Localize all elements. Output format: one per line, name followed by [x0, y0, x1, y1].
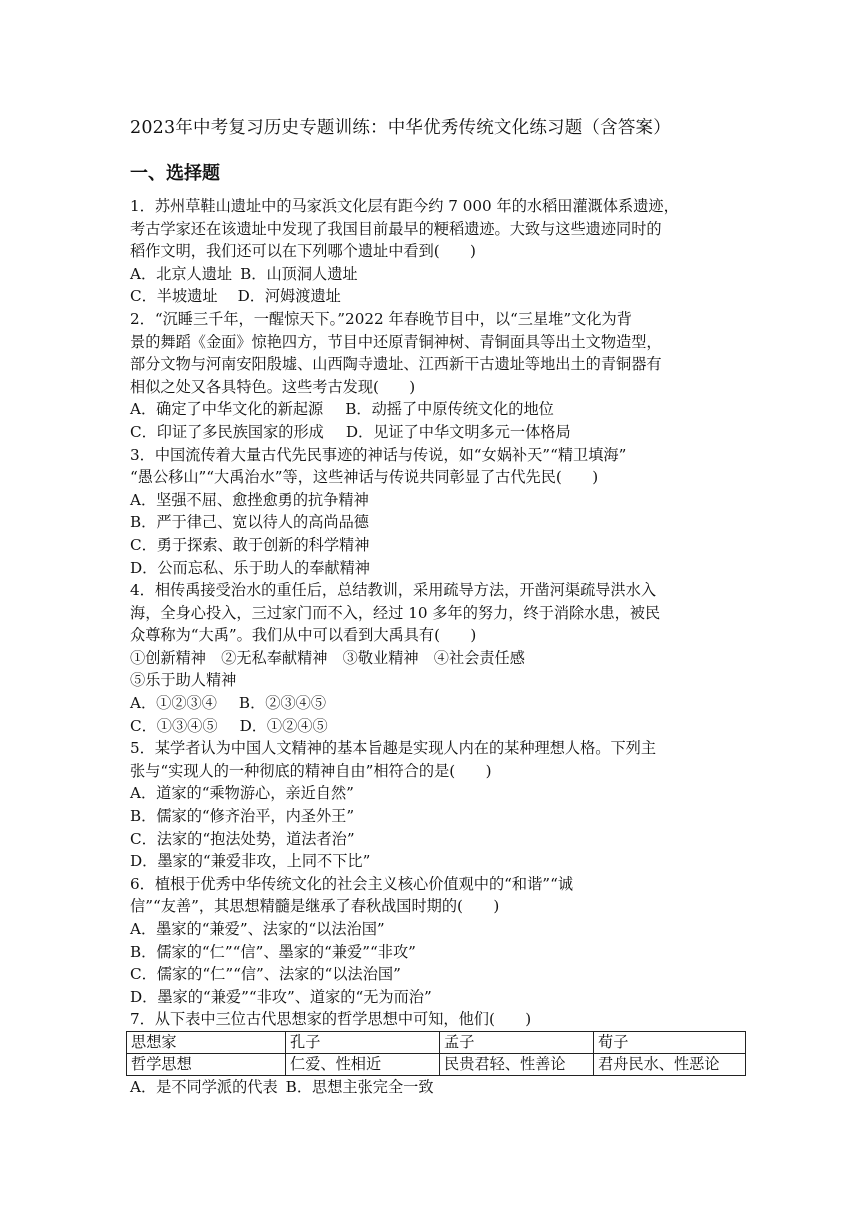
- option-d: D．墨家的“兼爱”“非攻”、道家的“无为而治”: [130, 987, 432, 1006]
- question-4-options-cd: [130, 715, 740, 738]
- option-c: C．儒家的“仁”“信”、法家的“以法治国”: [130, 965, 401, 984]
- question-2-line: 景的舞蹈《金面》惊艳四方，节目中还原青铜神树、青铜面具等出土文物造型，: [130, 332, 662, 351]
- questions: [130, 195, 740, 1099]
- option-a: A．北京人遗址: [130, 264, 233, 283]
- option-a: A．确定了中华文化的新起源: [130, 400, 324, 419]
- question-5-line: 5．某学者认为中国人文精神的基本旨趣是实现人内在的某种理想人格。下列主: [130, 739, 657, 758]
- option-a: A．道家的“乘物游心，亲近自然”: [130, 784, 354, 803]
- table-row: [127, 1031, 746, 1053]
- option-d: D．墨家的“兼爱非攻，上同不下比”: [130, 852, 371, 871]
- question-4-options-ab: [130, 692, 740, 715]
- question-2-line: 部分文物与河南安阳殷墟、山西陶寺遗址、江西新干古遗址等地出土的青铜器有: [130, 355, 662, 374]
- table-cell: 民贵君轻、性善论: [440, 1053, 594, 1075]
- question-7-stem: 7．从下表中三位古代思想家的哲学思想中可知，他们( ): [130, 1010, 532, 1029]
- option-a: A．①②③④: [130, 694, 217, 713]
- option-c: C．法家的“抱法处势，道法者治”: [130, 829, 355, 848]
- option-d: D．见证了中华文明多元一体格局: [345, 422, 571, 441]
- option-c: C．半坡遗址: [130, 287, 218, 306]
- option-d: D．河姆渡遗址: [237, 287, 341, 306]
- question-1-line: 稻作文明，我们还可以在下列哪个遗址中看到( ): [130, 242, 476, 261]
- table-cell: 思想家: [127, 1031, 286, 1053]
- table-cell: 荀子: [594, 1031, 746, 1053]
- question-3-line: 3．中国流传着大量古代先民事迹的神话与传说，如“女娲补天”“精卫填海”: [130, 445, 627, 464]
- option-b: B．儒家的“仁”“信”、墨家的“兼爱”“非攻”: [130, 942, 416, 961]
- table-cell: 仁爱、性相近: [286, 1053, 440, 1075]
- question-1-line: 1．苏州草鞋山遗址中的马家浜文化层有距今约 7 000 年的水稻田灌溉体系遗迹，: [130, 197, 679, 215]
- option-d: D．公而忘私、乐于助人的奉献精神: [130, 558, 370, 577]
- document-title: 2023年中考复习历史专题训练：中华优秀传统文化练习题（含答案）: [130, 118, 671, 138]
- option-d: D．①②④⑤: [239, 716, 328, 735]
- option-c: C．①③④⑤: [130, 716, 218, 735]
- option-b: B．②③④⑤: [238, 694, 327, 713]
- section-heading: 一、选择题: [130, 163, 220, 184]
- question-6-line: 信”“友善”，其思想精髓是继承了春秋战国时期的( ): [130, 897, 500, 916]
- document-page: [130, 115, 740, 1099]
- option-c: C．印证了多民族国家的形成: [130, 422, 324, 441]
- question-1-options-ab: [130, 263, 740, 286]
- question-4-line: 海，全身心投入，三过家门而不入，经过 10 多年的努力，终于消除水患，被民: [130, 603, 661, 622]
- question-7-options-ab: [130, 1076, 740, 1099]
- table-cell: 孟子: [440, 1031, 594, 1053]
- option-a: A．坚强不屈、愈挫愈勇的抗争精神: [130, 490, 369, 509]
- option-b: B．动摇了中原传统文化的地位: [345, 400, 554, 419]
- question-4-line: 4．相传禹接受治水的重任后，总结教训，采用疏导方法，开凿河渠疏导洪水入: [130, 581, 657, 600]
- option-b: B．思想主张完全一致: [285, 1077, 434, 1096]
- option-b: B．儒家的“修齐治平，内圣外王”: [130, 807, 355, 826]
- question-2-options-cd: [130, 421, 740, 444]
- question-5-line: 张与“实现人的一种彻底的精神自由”相符合的是( ): [130, 761, 492, 780]
- question-2-options-ab: [130, 398, 740, 421]
- table-cell: 君舟民水、性恶论: [594, 1053, 746, 1075]
- question-4-line: 众尊称为“大禹”。我们从中可以看到大禹具有( ): [130, 626, 477, 645]
- question-1-line: 考古学家还在该遗址中发现了我国目前最早的粳稻遗迹。大致与这些遗迹同时的: [130, 219, 662, 238]
- question-4-line: ⑤乐于助人精神: [130, 671, 237, 690]
- question-4-line: ①创新精神 ②无私奉献精神 ③敬业精神 ④社会责任感: [130, 648, 525, 667]
- question-2-line: 2．“沉睡三千年，一醒惊天下。”2022 年春晚节目中，以“三星堆”文化为背: [130, 309, 632, 328]
- table-row: [127, 1053, 746, 1075]
- option-c: C．勇于探索、敢于创新的科学精神: [130, 535, 370, 554]
- question-1-options-cd: [130, 285, 740, 308]
- question-6-line: 6．植根于优秀中华传统文化的社会主义核心价值观中的“和谐”“诚: [130, 874, 574, 893]
- thinkers-table: [126, 1031, 746, 1076]
- table-cell: 哲学思想: [127, 1053, 286, 1075]
- option-b: B．山顶洞人遗址: [240, 264, 358, 283]
- table-cell: 孔子: [286, 1031, 440, 1053]
- question-2-line: 相似之处又各具特色。这些考古发现( ): [130, 377, 416, 396]
- option-a: A．墨家的“兼爱”、法家的“以法治国”: [130, 920, 385, 938]
- question-3-line: “愚公移山”“大禹治水”等，这些神话与传说共同彰显了古代先民( ): [130, 468, 599, 487]
- option-a: A．是不同学派的代表: [130, 1077, 278, 1096]
- option-b: B．严于律己、宽以待人的高尚品德: [130, 513, 369, 532]
